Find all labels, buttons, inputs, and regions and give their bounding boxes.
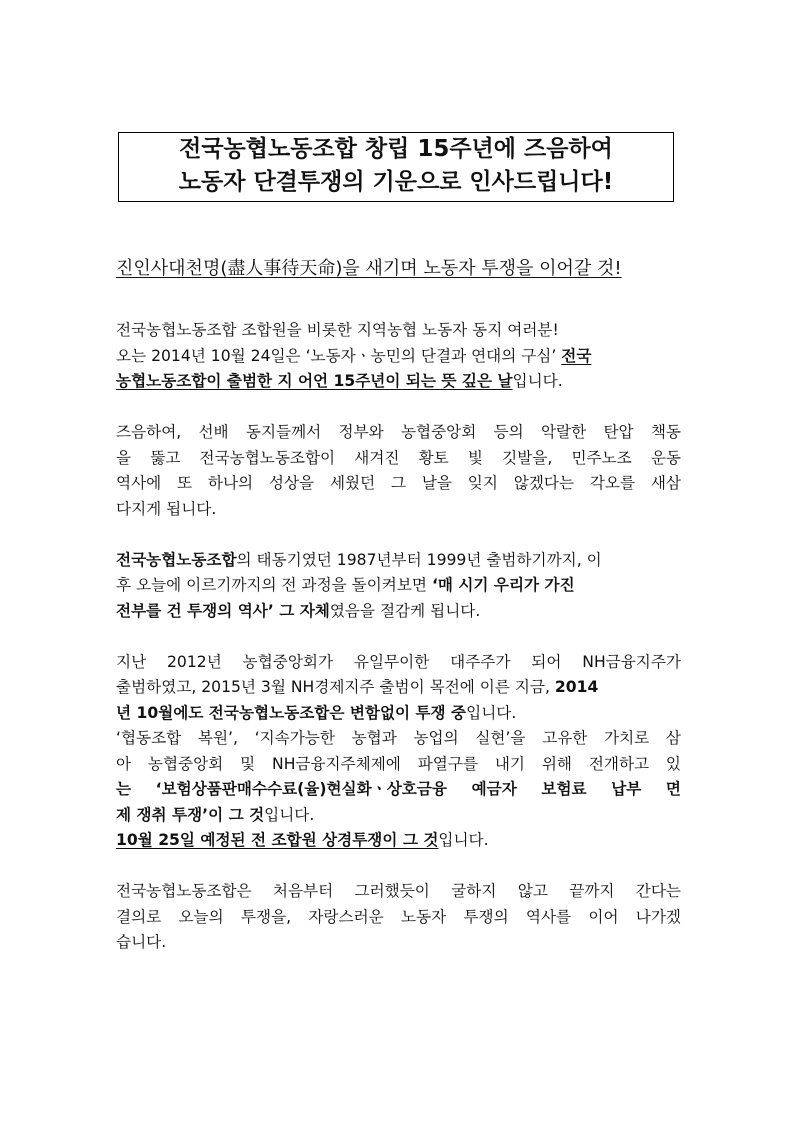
paragraph-line: 전국농협노동조합 조합원을 비롯한 지역농협 노동자 동지 여러분! [116,321,559,339]
paragraph-line [116,599,681,625]
emphasis-text: 전부를 건 투쟁의 역사’ 그 자체 [116,601,330,620]
paragraph-line: 즈음하여, 선배 동지들께서 정부와 농협중앙회 등의 악랄한 탄압 책동 [116,423,681,441]
paragraph-2 [116,420,681,522]
paragraph-line [116,369,681,395]
paragraph-line: 을 뚫고 전국농협노동조합이 새겨진 황토 빛 깃발을, 민주노조 운동 [116,448,681,467]
emphasis-text: 2014 [554,678,599,696]
emphasis-text: 농협노동조합이 출범한 지 어언 15주년이 되는 뜻 깊은 날 [116,372,513,390]
paragraph-line [116,573,681,599]
paragraph-line: ‘협동조합 복원’, ‘지속가능한 농협과 농업의 실현’을 고유한 가치로 삼 [116,729,681,747]
paragraph-line: 지난 2012년 농협중앙회가 유일무이한 대주주가 되어 NH금융지주가 [116,652,681,671]
text-run: 의 태동기였던 1987년부터 1999년 출범하기까지, 이 [236,550,602,569]
paragraph-line [116,828,681,854]
paragraph-line [116,701,681,727]
text-run: 입니다. [438,831,489,849]
text-run: 입니다. [512,372,563,390]
title-line-2: 노동자 단결투쟁의 기운으로 인사드립니다! [178,169,614,195]
paragraph-line: 역사에 또 하나의 성상을 세웠던 그 날을 잊지 않겠다는 각오를 새삼 [116,474,681,492]
paragraph-line: 다지게 됩니다. [116,499,217,518]
text-run: 오는 2014년 10월 24일은 ‘노동자ㆍ농민의 단결과 연대의 구심’ [116,346,562,365]
emphasis-text: 년 10월에도 전국농협노동조합은 변함없이 투쟁 중 [116,703,467,722]
text-run: 였음을 절감케 됩니다. [329,601,481,620]
text-run: 입니다. [466,703,517,722]
text-run: 출범하였고, 2015년 3월 NH경제지주 출범이 목전에 이른 지금, [116,678,555,696]
emphasis-text: 전국농협노동조합 [116,550,237,569]
paragraph-line: 아 농협중앙회 및 NH금융지주체제에 파열구를 내기 위해 전개하고 있 [116,754,681,773]
paragraph-1 [116,318,681,395]
paragraph-line [116,803,681,829]
paragraph-line [116,344,681,370]
letter-body [116,318,681,981]
paragraph-line: 결의로 오늘의 투쟁을, 자랑스러운 노동자 투쟁의 역사를 이어 나가겠 [116,907,681,926]
paragraph-4 [116,650,681,854]
paragraph-line: 전국농협노동조합은 처음부터 그러했듯이 굴하지 않고 끝까지 간다는 [116,882,681,900]
emphasis-text: 전국 [561,346,592,365]
title-line-1: 전국농협노동조합 창립 15주년에 즈음하여 [179,136,613,162]
paragraph-line: 습니다. [116,933,167,951]
text-run: 후 오늘에 이르기까지의 전 과정을 돌이켜보면 [116,576,432,594]
paragraph-5 [116,879,681,956]
emphasis-text: 제 쟁취 투쟁’이 그 것 [116,805,265,824]
paragraph-line [116,548,681,574]
paragraph-line [116,675,681,701]
emphasis-text: 10월 25일 예정된 전 조합원 상경투쟁이 그 것 [116,831,439,849]
emphasis-text: ‘매 시기 우리가 가진 [431,576,575,594]
text-run: 입니다. [264,805,315,824]
subtitle: 진인사대천명(盡人事待天命)을 새기며 노동자 투쟁을 이어갈 것! [116,258,622,279]
title-box [118,132,674,202]
paragraph-3 [116,548,681,625]
emphasis-line: 는 ‘보험상품판매수수료(율)현실화ㆍ상호금융 예금자 보험료 납부 면 [116,780,681,798]
